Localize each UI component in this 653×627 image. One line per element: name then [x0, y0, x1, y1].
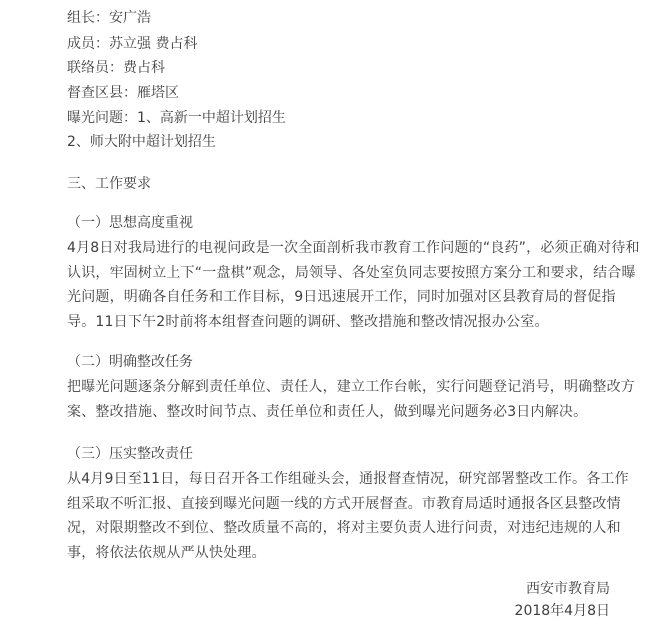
subsection-3-body: 从4月9日至11日，每日召开各工作组碰头会，通报督查情况，研究部署整改工作。各工作组采取不听汇报、直接到曝光问题一线的方式开展督查。市教育局适时通报各区县整改情况，对限期整改不到位、整改质量不高的，将对主要负责人进行问责，对违纪违规的人和事，将依法依规从严从快处理。	[67, 471, 629, 561]
liaison-line: 联络员：费占科	[67, 60, 165, 76]
subsection-1-body: 4月8日对我局进行的电视问政是一次全面剖析我市教育工作问题的“良药”，必须正确对待和认识，牢固树立上下“一盘棋”观念，局领导、各处室负同志要按照方案分工和要求，结合曝光问题，明确各自任务和工作目标，9日迅速展开工作，同时加强对区县教育局的督促指导。11日下午2时前将本组督查问题的调研、整改措施和整改情况报办公室。	[67, 240, 640, 330]
issue-line-1: 曝光问题：1、高新一中超计划招生	[67, 110, 286, 126]
subsection-2-title: （二）明确整改任务	[67, 354, 193, 370]
signature-org: 西安市教育局	[526, 581, 610, 597]
leader-line: 组长：安广浩	[67, 10, 151, 26]
subsection-3-title: （三）压实整改责任	[67, 446, 193, 462]
signature-date: 2018年4月8日	[514, 603, 610, 619]
subsection-2-body: 把曝光问题逐条分解到责任单位、责任人，建立工作台帐，实行问题登记消号，明确整改方案、整改措施、整改时间节点、责任单位和责任人，做到曝光问题务必3日内解决。	[67, 379, 635, 420]
section-title: 三、工作要求	[67, 176, 151, 192]
members-line: 成员：苏立强 费占科	[67, 36, 198, 52]
subsection-1-title: （一）思想高度重视	[67, 215, 193, 231]
district-line: 督查区县：雁塔区	[67, 85, 179, 101]
issue-line-2: 2、师大附中超计划招生	[67, 134, 216, 150]
